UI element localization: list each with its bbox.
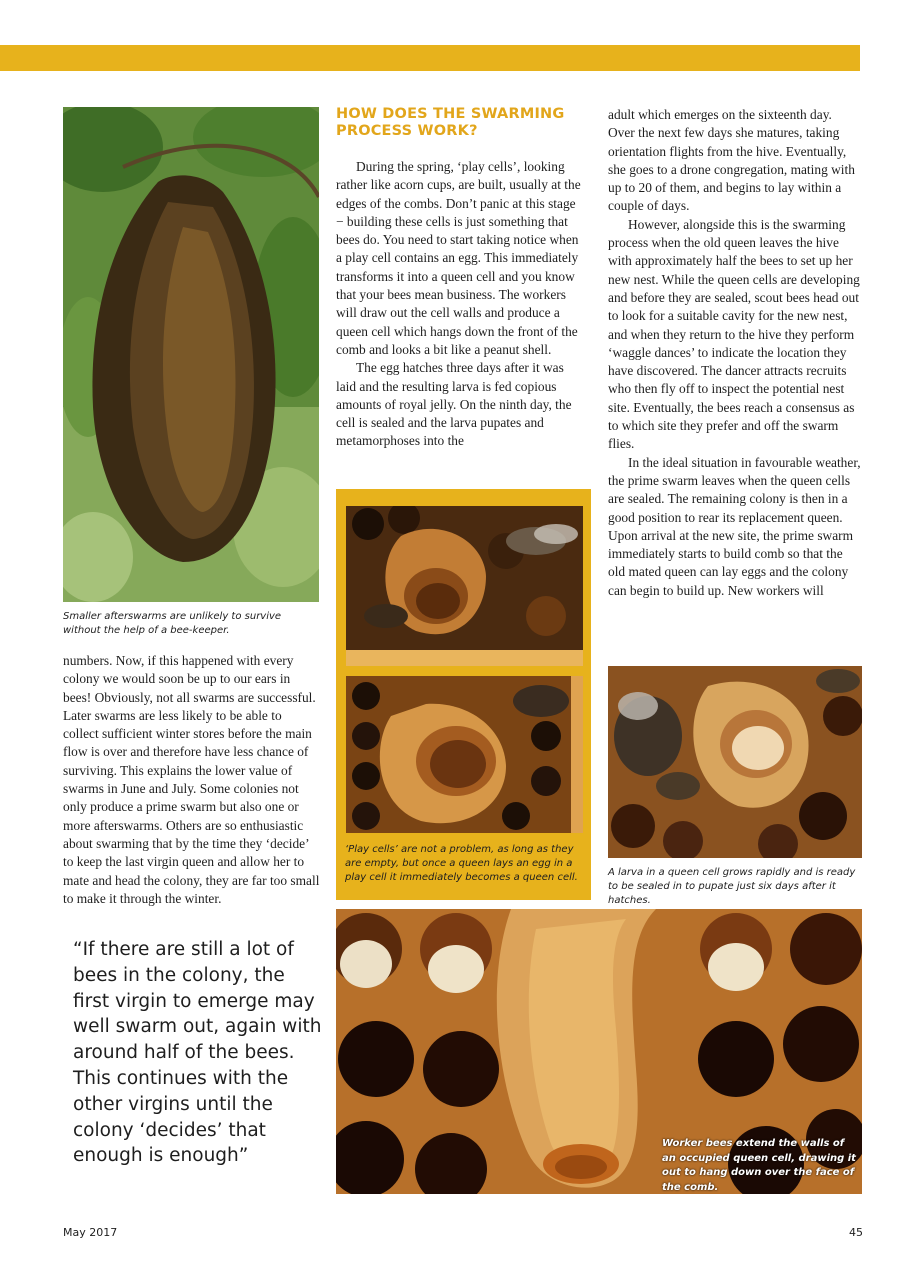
- larva-photo: [608, 666, 862, 858]
- section-heading: HOW DOES THE SWARMING PROCESS WORK?: [336, 106, 565, 139]
- page-number: 45: [849, 1226, 863, 1239]
- footer-date: May 2017: [63, 1226, 118, 1239]
- column-1-text: [63, 652, 320, 908]
- queen-cell-caption: Worker bees extend the walls of an occupied queen cell, drawing it out to hang down over the face of the comb.: [662, 1138, 856, 1193]
- column-3-paragraph: In the ideal situation in favourable weather, the prime swarm leaves when the queen cells are sealed. The remaining colony is then in a good position to rear its replacement queen. Upon arrival at the new site, the prime swarm immediately starts to build comb so that the old mated queen can lay eggs and the colony can begin to build up. New workers will: [608, 454, 861, 598]
- column-2-text: [336, 158, 583, 451]
- play-cell-photo-bottom: [346, 676, 583, 833]
- header-band: [0, 45, 860, 71]
- column-3-paragraph: However, alongside this is the swarming process when the old queen leaves the hive with approximately half the bees to set up her new nest. While the queen cells are developing and before they are sealed, scout bees head out to look for a suitable cavity for the new nest, and when they return to the hive they perform ‘waggle dances’ to indicate the location they have discovered. The dancer attracts recruits who then fly off to inspect the potential nest site. Eventually, the bees reach a consensus as to which site they prefer and off the swarm flies.: [608, 216, 860, 452]
- play-cell-photo-top: [346, 506, 583, 666]
- play-cells-caption: ‘Play cells’ are not a problem, as long as they are empty, but once a queen lays an egg in a play cell it immediately becomes a queen cell.: [345, 844, 578, 883]
- swarm-caption: Smaller afterswarms are unlikely to survive without the help of a bee-keeper.: [63, 611, 282, 636]
- column-1-paragraph: numbers. Now, if this happened with every colony we would soon be up to our ears in bees! Obviously, not all swarms are successful. Later swarms are less likely to be able to collect sufficient winter stores before the main flow is over and therefore have less chance of surviving. This explains the lower value of swarms in June and July. Some colonies not only produce a prime swarm but also one or more afterswarms. Others are so enthusiastic about swarming that by the time they ‘decide’ to keep the last virgin queen and allow her to mate and head the colony, they are far too small to make it through the winter.: [63, 653, 320, 906]
- larva-caption: A larva in a queen cell grows rapidly and is ready to be sealed in to pupate just six days after it hatches.: [608, 867, 856, 906]
- column-2-paragraph: The egg hatches three days after it was laid and the resulting larva is fed copious amounts of royal jelly. On the ninth day, the cell is sealed and the larva pupates and metamorphoses into the: [336, 360, 572, 449]
- pull-quote: “If there are still a lot of bees in the colony, the first virgin to emerge may well swarm out, again with around half of the bees. This continues with the other virgins until the colony ‘decides’ that enough is enough”: [73, 939, 322, 1167]
- column-2-paragraph: During the spring, ‘play cells’, looking rather like acorn cups, are built, usually at the edges of the combs. Don’t panic at this stage − building these cells is just something that bees do. You need to start taking notice when a play cell contains an egg. This immediately transforms it into a queen cell and you know that your bees mean business. The workers will draw out the cell walls and produce a queen cell which hangs down the front of the comb and looks a bit like a peanut shell.: [336, 159, 581, 357]
- column-3-text: [608, 106, 861, 600]
- column-3-paragraph: adult which emerges on the sixteenth day. Over the next few days she matures, taking orientation flights from the hive. Eventually, she goes to a drone congregation, mating with up to 20 of them, and begins to lay within a couple of days.: [608, 107, 855, 214]
- swarm-photo: [63, 107, 319, 602]
